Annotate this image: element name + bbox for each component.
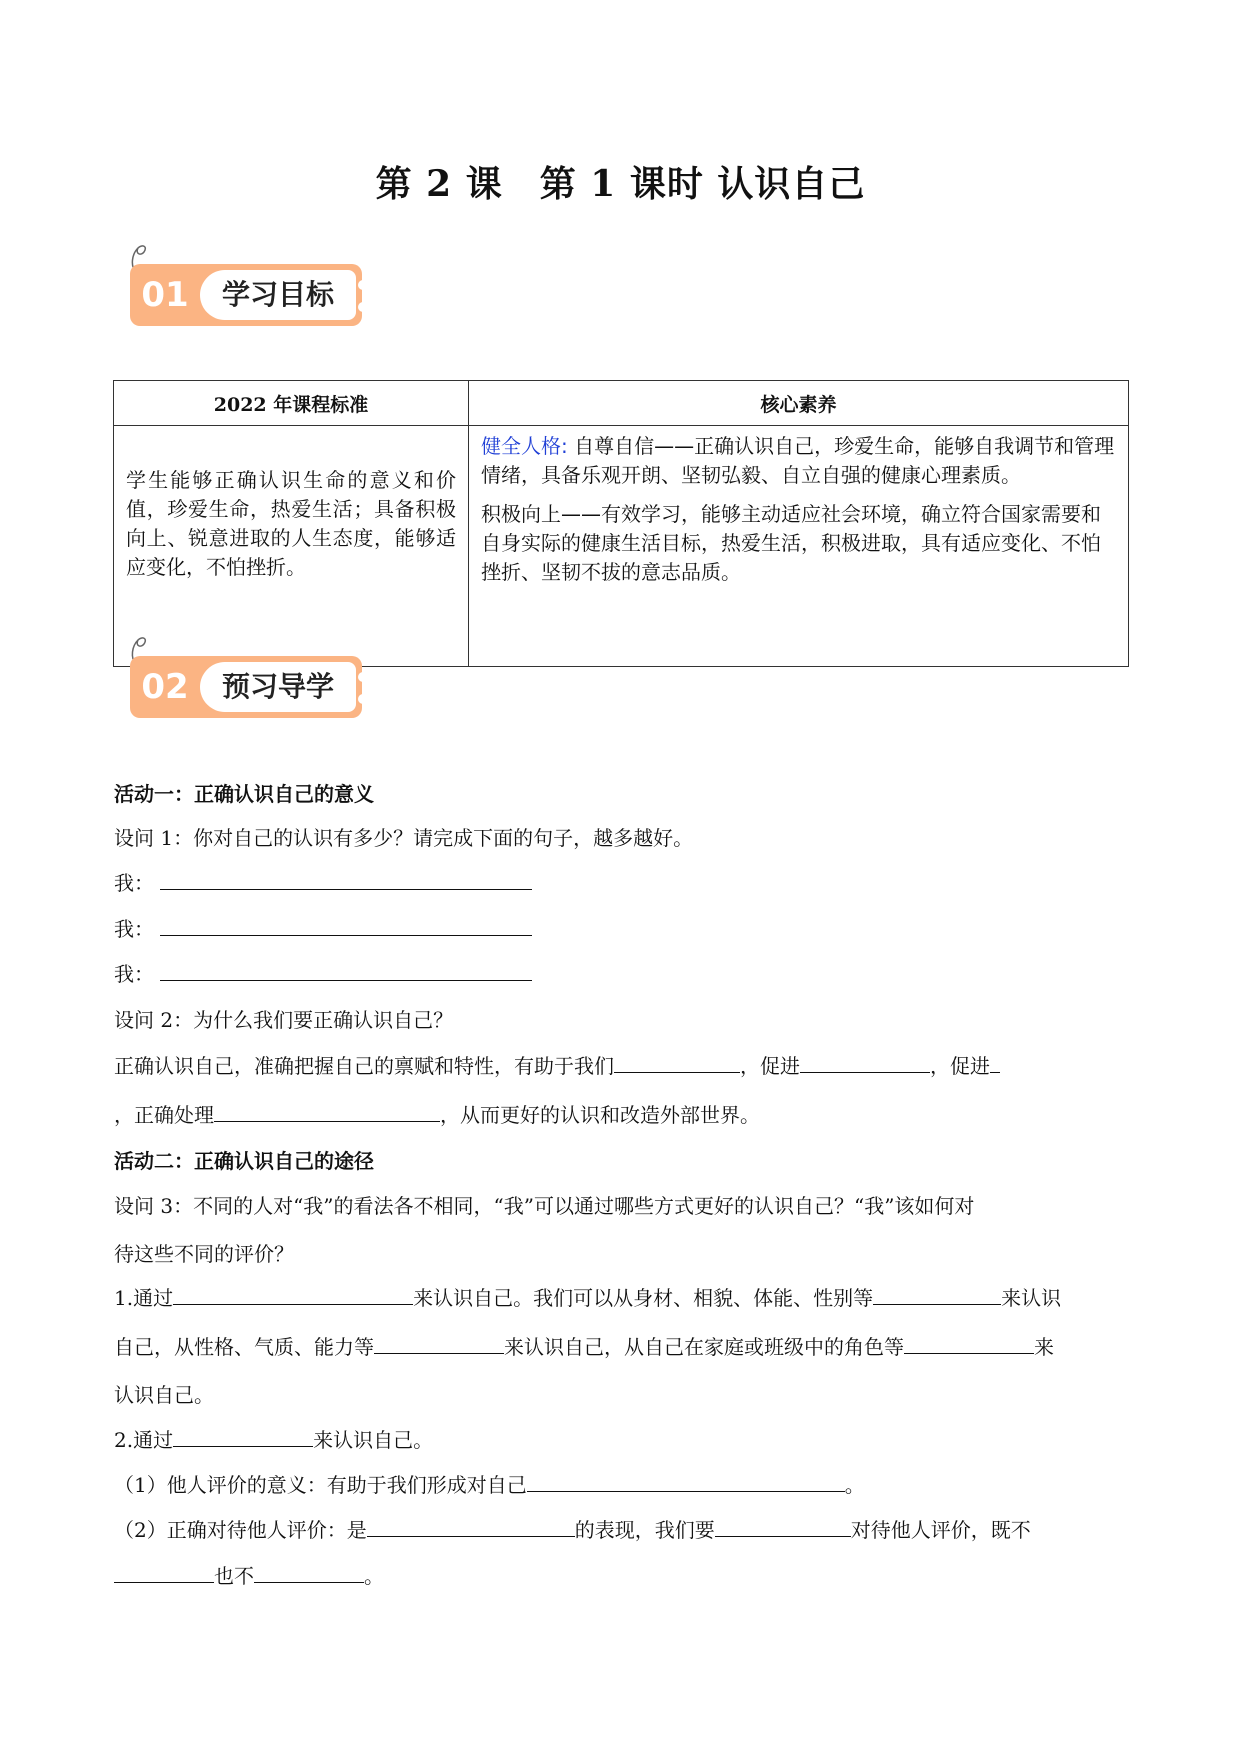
- section-number: 02: [141, 667, 189, 707]
- page-title: 第 2 课 第 1 课时 认识自己: [375, 163, 866, 205]
- blank-field[interactable]: [990, 1054, 1000, 1073]
- section-number: 01: [141, 275, 189, 315]
- blank-field[interactable]: [374, 1335, 504, 1354]
- me-line: 我：: [114, 958, 1134, 987]
- blank-field[interactable]: [873, 1286, 1001, 1305]
- item-1-line-2: 自己，从性格、气质、能力等 来认识自己，从自己在家庭或班级中的角色等 来: [114, 1335, 1054, 1359]
- question-3-line-1: 设问 3：不同的人对“我”的看法各不相同，“我”可以通过哪些方式更好的认识自己？“我”该如何对: [114, 1194, 975, 1218]
- blank-field[interactable]: [160, 917, 532, 936]
- blank-field[interactable]: [114, 1564, 214, 1583]
- competency-label: 健全人格:: [481, 434, 568, 458]
- blank-field[interactable]: [614, 1054, 740, 1073]
- blank-field[interactable]: [173, 1286, 413, 1305]
- section-label: 预习导学: [200, 662, 356, 712]
- me-line: 我：: [114, 913, 1134, 942]
- activity2-heading: 活动二：正确认识自己的途径: [114, 1149, 374, 1173]
- me-line: 我：: [114, 867, 1134, 896]
- section-badge-preview: [126, 632, 366, 722]
- blank-field[interactable]: [715, 1518, 851, 1537]
- blank-field[interactable]: [214, 1103, 440, 1122]
- standard-text: 学生能够正确认识生命的意义和价值，珍爱生命，热爱生活；具备积极向上、锐意进取的人生态度，能够适应变化，不怕挫折。: [114, 426, 469, 667]
- blank-field[interactable]: [367, 1518, 575, 1537]
- answer-2-line-2: ，正确处理 ，从而更好的认识和改造外部世界。: [114, 1103, 760, 1127]
- blank-field[interactable]: [800, 1054, 930, 1073]
- question-3-line-2: 待这些不同的评价？: [114, 1242, 294, 1266]
- item-1-line-1: 1.通过 来认识自己。我们可以从身材、相貌、体能、性别等 来认识: [114, 1286, 1062, 1310]
- blank-field[interactable]: [160, 962, 532, 981]
- section-label: 学习目标: [200, 270, 356, 320]
- competency-cell: [469, 426, 1129, 667]
- blank-field[interactable]: [904, 1335, 1034, 1354]
- sub-item-2-line-2: 也不 。: [114, 1560, 1134, 1589]
- sub-item-2-line-1: （2）正确对待他人评价：是 的表现，我们要 对待他人评价，既不: [114, 1518, 1031, 1542]
- question-2: 设问 2：为什么我们要正确认识自己？: [114, 1008, 454, 1032]
- item-1-line-3: 认识自己。: [114, 1383, 214, 1407]
- competency-paragraph-1: 健全人格: 自尊自信——正确认识自己，珍爱生命，能够自我调节和管理情绪，具备乐观开朗、坚韧弘毅、自立自强的健康心理素质。: [481, 434, 1115, 487]
- standards-table: [113, 380, 1129, 667]
- section-badge-objectives: [126, 240, 366, 330]
- blank-field[interactable]: [254, 1564, 364, 1583]
- blank-field[interactable]: [527, 1473, 845, 1492]
- blank-field[interactable]: [160, 871, 532, 890]
- blank-field[interactable]: [173, 1428, 313, 1447]
- question-1: 设问 1：你对自己的认识有多少？请完成下面的句子，越多越好。: [114, 826, 694, 850]
- table-header-standard: 2022 年课程标准: [114, 381, 469, 426]
- sub-item-1: （1）他人评价的意义：有助于我们形成对自己 。: [114, 1473, 865, 1497]
- item-2: 2.通过 来认识自己。: [114, 1428, 434, 1452]
- activity1-heading: 活动一：正确认识自己的意义: [114, 782, 374, 806]
- competency-paragraph-2: 积极向上——有效学习，能够主动适应社会环境，确立符合国家需要和自身实际的健康生活目标，热爱生活，积极进取，具有适应变化、不怕挫折、坚韧不拔的意志品质。: [481, 502, 1101, 584]
- answer-2-line-1: 正确认识自己，准确把握自己的禀赋和特性，有助于我们 ，促进 ，促进: [114, 1050, 1134, 1079]
- table-header-competency: 核心素养: [469, 381, 1129, 426]
